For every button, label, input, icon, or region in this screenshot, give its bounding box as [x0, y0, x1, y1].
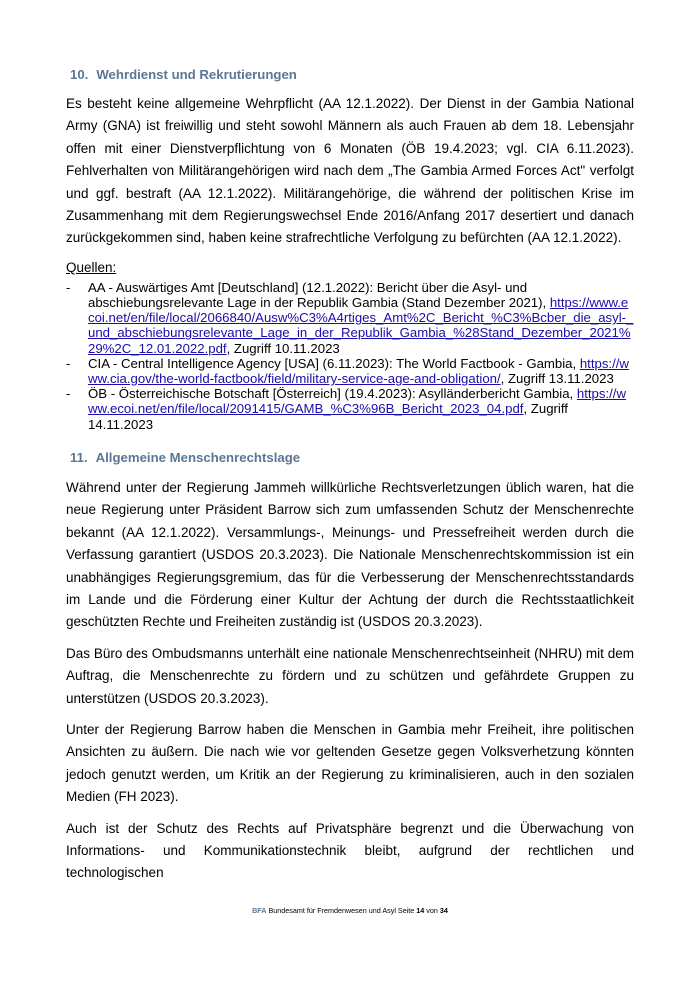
source-item	[66, 386, 634, 432]
source-item	[66, 280, 634, 356]
section-11-paragraph: Das Büro des Ombudsmanns unterhält eine nationale Menschenrechtseinheit (NHRU) mit dem Auftrag, die Menschenrechte zu fördern und zu schützen und gefährdete Gruppen zu unterstützen (USDOS 20.3.2023).	[66, 645, 634, 706]
source-suffix: , Zugriff 14.11.2023	[88, 401, 568, 432]
section-11-title: Allgemeine Menschenrechtslage	[95, 449, 301, 465]
source-text: CIA - Central Intelligence Agency [USA] (6.11.2023): The World Factbook - Gambia,	[88, 355, 580, 371]
list-dash: -	[66, 386, 71, 402]
section-10-heading	[70, 66, 634, 84]
footer-org: Bundesamt für Fremdenwesen und Asyl Seite	[266, 906, 417, 915]
source-link[interactable]: https://www.ecoi.net/en/file/local/2091415/GAMB_%C3%96B_Bericht_2023_04.pdf	[88, 386, 626, 417]
footer-page-total: 34	[439, 906, 448, 915]
bfa-logo-text: BFA	[252, 906, 267, 915]
section-10-number: 10.	[70, 67, 89, 82]
source-link[interactable]: https://www.cia.gov/the-world-factbook/field/military-service-age-and-obligation/	[88, 355, 629, 387]
source-item	[66, 356, 634, 386]
source-suffix: , Zugriff 13.11.2023	[500, 371, 614, 387]
section-11-paragraph: Unter der Regierung Barrow haben die Menschen in Gambia mehr Freiheit, ihre politischen Ansichten zu äußern. Die nach wie vor geltenden Gesetze gegen Volksverhetzung könnten jedoch genutzt werden, um Kritik an der Regierung zu kriminalisieren, auch in den sozialen Medien (FH 2023).	[66, 721, 634, 805]
section-11-heading	[70, 449, 634, 467]
list-dash: -	[66, 279, 71, 295]
section-11-number: 11.	[70, 449, 88, 465]
section-10-paragraph: Es besteht keine allgemeine Wehrpflicht (AA 12.1.2022). Der Dienst in der Gambia National Army (GNA) ist freiwillig und steht sowohl Männern als auch Frauen ab dem 18. Lebensjahr offen mit einer Dienstverpflichtung von 6 Monaten (ÖB 19.4.2023; vgl. CIA 6.11.2023). Fehlverhalten von Militärangehörigen wird nach dem „The Gambia Armed Forces Act" verfolgt und ggf. bestraft (AA 12.1.2022). Militärangehörige, die während der politischen Krise im Zusammenhang mit dem Regierungswechsel Ende 2016/Anfang 2017 desertiert und danach zurückgekommen sind, haben keine strafrechtliche Verfolgung zu befürchten (AA 12.1.2022).	[66, 96, 634, 246]
document-page	[66, 66, 634, 885]
footer-page-number: 14	[416, 906, 425, 915]
page-footer	[0, 906, 700, 915]
sources-list	[66, 280, 634, 432]
sources-label: Quellen:	[66, 259, 117, 275]
source-suffix: , Zugriff 10.11.2023	[226, 340, 340, 356]
section-10-title: Wehrdienst und Rekrutierungen	[96, 67, 297, 82]
footer-of: von	[424, 906, 440, 915]
section-11-paragraph: Während unter der Regierung Jammeh willkürliche Rechtsverletzungen üblich waren, hat die neue Regierung unter Präsident Barrow sich zum umfassenden Schutz der Menschenrechte bekannt (AA 12.1.2022). Versammlungs-, Meinungs- und Pressefreiheit werden durch die Verfassung garantiert (USDOS 20.3.2023). Die Nationale Menschenrechtskommission ist ein unabhängiges Regierungsgremium, das für die Verbesserung der Menschenrechtsstandards im Lande und die Förderung einer Kultur der Achtung der durch die Rechtsstaatlichkeit geschützten Rechte und Freiheiten zuständig ist (USDOS 20.3.2023).	[66, 479, 634, 630]
source-text: ÖB - Österreichische Botschaft [Österreich] (19.4.2023): Asylländerbericht Gambia,	[88, 386, 577, 402]
source-text: AA - Auswärtiges Amt [Deutschland] (12.1.2022): Bericht über die Asyl- und abschiebungsrelevante Lage in der Republik Gambia (Stand Dezember 2021),	[88, 279, 550, 311]
source-link[interactable]: https://www.ecoi.net/en/file/local/2066840/Ausw%C3%A4rtiges_Amt%2C_Bericht_%C3%Bcber_die_asyl-_und_abschiebungsrelevante_Lage_in_der_Republik_Gambia_%28Stand_Dezember_2021%29%2C_12.01.2022.pdf	[88, 295, 634, 356]
section-11-paragraph: Auch ist der Schutz des Rechts auf Privatsphäre begrenzt und die Überwachung von Informations- und Kommunikationstechnik bleibt, aufgrund der rechtlichen und technologischen	[66, 820, 634, 881]
list-dash: -	[66, 355, 71, 371]
